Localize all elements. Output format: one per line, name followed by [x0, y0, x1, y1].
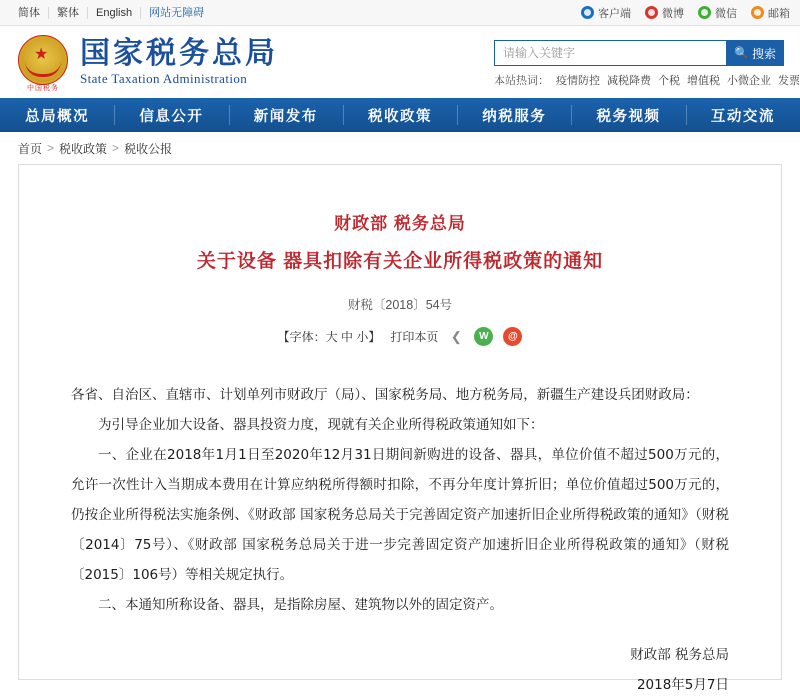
- document-signature-block: [71, 640, 729, 700]
- search-input[interactable]: [494, 40, 726, 66]
- nav-item-tax-policy[interactable]: 税收政策: [343, 98, 457, 132]
- mail-link[interactable]: [751, 5, 790, 21]
- document-paragraph-1: 为引导企业加大设备、器具投资力度，现就有关企业所得税政策通知如下：: [98, 417, 544, 433]
- hot-item-3[interactable]: 增值税: [687, 75, 720, 87]
- site-title-cn: 国家税务总局: [80, 36, 278, 71]
- nav-item-tax-video[interactable]: 税务视频: [571, 98, 685, 132]
- wechat-label: 微信: [715, 7, 737, 20]
- hot-item-0[interactable]: 疫情防控: [556, 75, 600, 87]
- document-subtitle: 财政部 税务总局: [334, 214, 466, 233]
- wechat-share-icon[interactable]: W: [474, 327, 493, 346]
- search-row: [494, 40, 784, 66]
- search-button-label: 搜索: [751, 46, 776, 61]
- search-button[interactable]: [726, 40, 784, 66]
- breadcrumb-item-tax-bulletin[interactable]: 税收公报: [124, 141, 173, 156]
- site-title-en: State Taxation Administration: [80, 71, 248, 86]
- document-paragraph-2: 一、企业在2018年1月1日至2020年12月31日期间新购进的设备、器具，单位价值不超过500万元的，允许一次性计入当期成本费用在计算应纳税所得额时扣除，不再分年度计算折旧；单位价值超过500万元的，仍按企业所得税法实施条例、《财政部 国家税务总局关于完善固定资产加速折旧企业所得税政策的通知》（财税〔2014〕75号）、《财政部 国家税务总局关于进一步完善固定资产加速折旧企业所得税政策的通知》（财税〔2015〕106号）等相关规定执行。: [71, 447, 729, 583]
- hot-item-4[interactable]: 小微企业: [727, 75, 771, 87]
- search-zone: [494, 36, 800, 88]
- document-title: 关于设备 器具扣除有关企业所得税政策的通知: [196, 251, 604, 272]
- page-area: [0, 164, 800, 693]
- accessibility-link[interactable]: 网站无障碍: [149, 6, 205, 19]
- document-toolbar: [19, 327, 781, 346]
- emblem-caption: 中国税务: [27, 85, 59, 92]
- nav-item-interaction[interactable]: 互动交流: [686, 98, 800, 132]
- document-body: [71, 380, 729, 620]
- wechat-dot-icon: [698, 6, 711, 19]
- wechat-link[interactable]: [698, 5, 737, 21]
- site-header: [0, 26, 800, 98]
- document-date: 2018年5月7日: [636, 677, 729, 693]
- client-link[interactable]: [581, 5, 631, 21]
- client-dot-icon: [581, 6, 594, 19]
- weibo-label: 微博: [662, 7, 684, 20]
- topbar-quick-links: [581, 5, 790, 21]
- hot-label: 本站热词：: [494, 75, 549, 87]
- site-brand[interactable]: [80, 37, 278, 87]
- language-switcher: [10, 7, 212, 19]
- document-paragraph-3: 二、本通知所称设备、器具，是指除房屋、建筑物以外的固定资产。: [98, 597, 503, 613]
- breadcrumb-item-tax-policy[interactable]: 税收政策: [59, 141, 108, 156]
- breadcrumb: [0, 132, 800, 164]
- hot-item-1[interactable]: 减税降费: [607, 75, 651, 87]
- main-navigation: [0, 98, 800, 132]
- nav-item-overview[interactable]: 总局概况: [25, 108, 90, 125]
- font-size-control[interactable]: 【字体：大 中 小】: [277, 330, 381, 344]
- lang-traditional[interactable]: 繁体: [49, 7, 88, 19]
- breadcrumb-item-home[interactable]: 首页: [18, 141, 43, 156]
- document-card: [18, 164, 782, 693]
- nav-item-news[interactable]: 新闻发布: [229, 98, 343, 132]
- national-emblem-icon: ★ 中国税务: [16, 35, 70, 89]
- hot-item-5[interactable]: 发票: [778, 75, 800, 87]
- search-icon: 🔍: [734, 46, 749, 60]
- top-utility-bar: [0, 0, 800, 26]
- share-icon[interactable]: ❮: [450, 328, 462, 344]
- document-number: 财税〔2018〕54号: [347, 298, 453, 312]
- client-label: 客户端: [598, 7, 631, 20]
- hot-keywords: [494, 72, 800, 88]
- lang-simplified[interactable]: 简体: [10, 7, 49, 19]
- hot-item-2[interactable]: 个税: [658, 75, 680, 87]
- breadcrumb-separator-2: >: [112, 141, 120, 155]
- mail-dot-icon: [751, 6, 764, 19]
- document-signature: 财政部 税务总局: [630, 647, 729, 663]
- breadcrumb-separator-1: >: [47, 141, 55, 155]
- lang-english[interactable]: English: [88, 7, 141, 19]
- document-paragraph-0: 各省、自治区、直辖市、计划单列市财政厅（局）、国家税务局、地方税务局，新疆生产建设兵团财政局：: [71, 387, 699, 403]
- weibo-dot-icon: [645, 6, 658, 19]
- nav-item-disclosure[interactable]: 信息公开: [114, 98, 228, 132]
- print-button[interactable]: 打印本页: [390, 330, 439, 344]
- nav-item-taxpayer-service[interactable]: 纳税服务: [457, 98, 571, 132]
- weibo-share-icon[interactable]: @: [503, 327, 522, 346]
- mail-label: 邮箱: [768, 7, 790, 20]
- weibo-link[interactable]: [645, 5, 684, 21]
